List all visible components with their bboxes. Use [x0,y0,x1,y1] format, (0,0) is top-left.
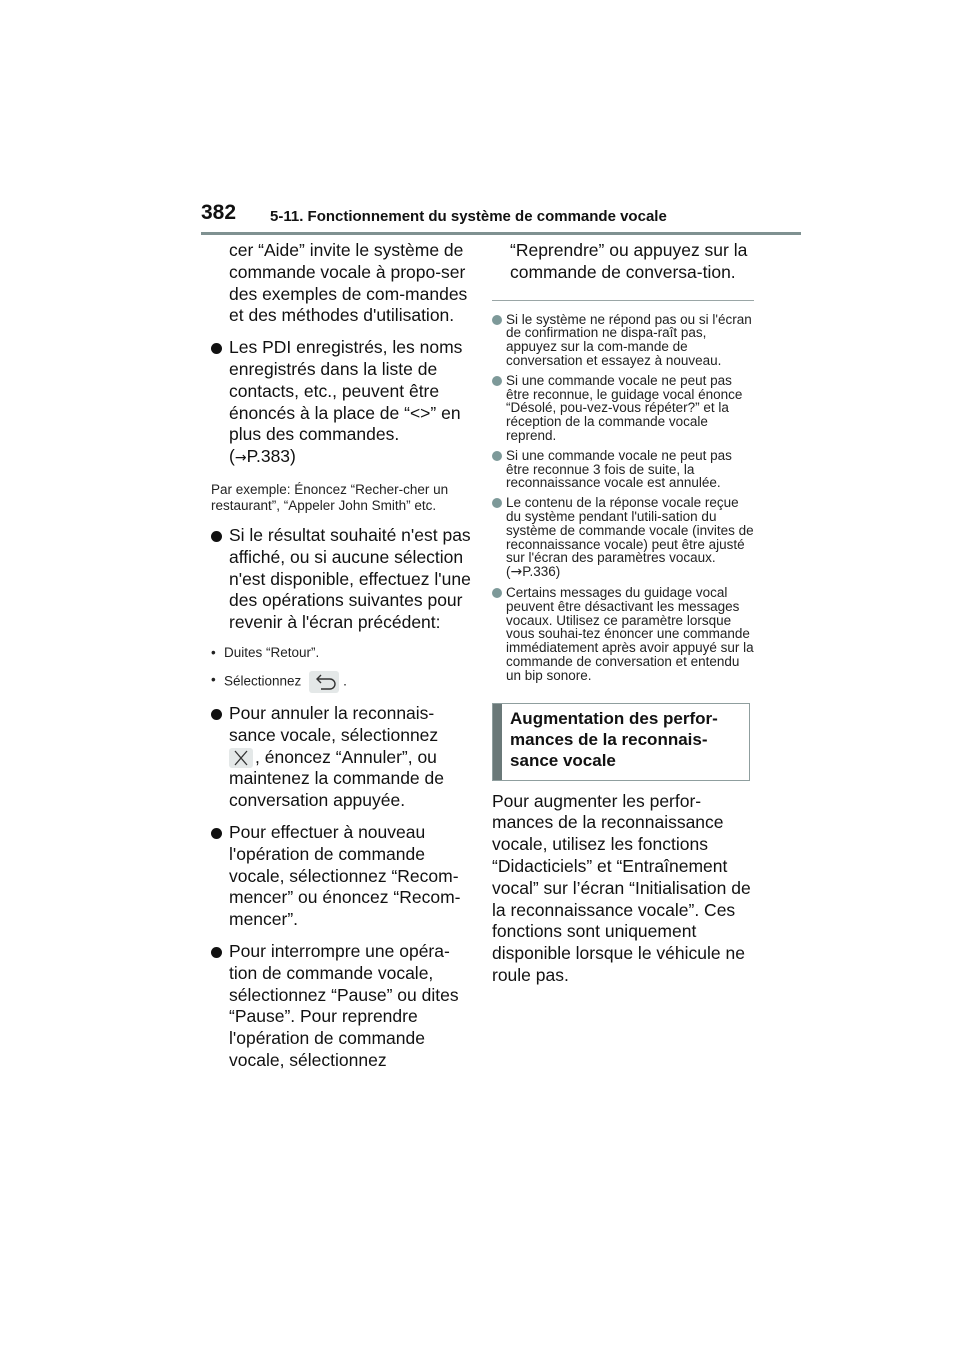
sub-item-select-back [211,671,471,693]
page-reference[interactable]: P.383) [246,446,296,467]
note-text: Si une commande vocale ne peut pas être reconnue, le guidage vocal énonce “Désolé, pou-vez-vous répéter?” et la réception de la commande vocale reprend. [506,372,743,443]
right-column [492,240,754,987]
section-header-title: 5-11. Fonctionnement du système de commande vocale [270,208,667,225]
intro-paragraph: cer “Aide” invite le système de commande vocale à propo-ser des exemples de com-mandes et des méthodes d'utilisation. [229,240,468,326]
note-item [492,586,754,683]
bullet-cancel-continued: , énoncez “Annuler”, ou maintenez la commande de conversation appuyée. [229,746,444,811]
note-bullet-icon [492,315,502,325]
section-heading: Augmentation des perfor-mances de la reconnais-sance vocale [510,708,718,770]
page-reference[interactable]: P.336) [522,564,561,580]
sub-item-say-return [211,644,471,661]
sub-item-text: Duites “Retour”. [224,644,320,660]
note-item [492,313,754,368]
arrow-right-icon: → [234,450,247,467]
note-text: Si le système ne répond pas ou si l'écran de confirmation ne dispa-raît pas, appuyez sur la com-mande de conversation et essayez à nouveau. [506,311,752,368]
bullet-dot-icon [211,531,222,542]
note-item [492,374,754,443]
section-heading-box [492,703,750,781]
bullet-poi-text: Les PDI enregistrés, les noms enregistrés dans la liste de contacts, etc., peuvent être énoncés à la place de “<>” en plus des commandes. [229,337,463,445]
continued-paragraph: “Reprendre” ou appuyez sur la commande de conversa-tion. [510,240,748,282]
bullet-poi-names: Les PDI enregistrés, les noms enregistrés dans la liste de contacts, etc., peuvent être énoncés à la place de “<>” en plus des commandes. (→P.383) [211,337,471,470]
bullet-pause-text: Pour interrompre une opéra-tion de commande vocale, sélectionnez “Pause” ou dites “Pause”. Pour reprendre l'opération de commande vocale, sélectionnez [229,940,459,1070]
note-bullet-icon [492,376,502,386]
sub-bullet-icon: • [211,671,216,687]
section-paragraph: Pour augmenter les perfor-mances de la reconnaissance vocale, utilisez les fonctions “Didacticiels” et “Entraînement vocal” sur l’écran “Initialisation de la reconnaissance vocale”. Ces fonctions sont uniquement disponible lorsque le véhicule ne roule pas. [492,790,751,985]
back-arrow-icon[interactable] [309,671,339,693]
bullet-return-previous [211,525,471,634]
notes-list [492,300,754,683]
header-divider [201,232,801,235]
example-note: Par exemple: Énoncez “Recher-cher un restaurant”, “Appeler John Smith” etc. [211,481,449,514]
note-item [492,449,754,490]
left-column [211,240,471,1072]
bullet-restart [211,822,471,931]
note-text: Certains messages du guidage vocal peuvent être désactivant les messages vocaux. Utilisez ce paramètre lorsque vous souhai-tez énoncer une commande immédiatement après avoir appuyé sur la commande de conversation et entendu un bip sonore. [506,584,754,683]
note-item [492,496,754,580]
bullet-dot-icon [211,343,222,354]
bullet-dot-icon [211,947,222,958]
bullet-cancel-text: Pour annuler la reconnais-sance vocale, sélectionnez [229,702,439,745]
bullet-cancel [211,703,471,812]
note-text: Si une commande vocale ne peut pas être reconnue 3 fois de suite, la reconnaissance vocale est annulée. [506,447,732,491]
sub-bullet-icon: • [211,644,216,660]
note-bullet-icon [492,451,502,461]
bullet-return-text: Si le résultat souhaité n'est pas affiché, ou si aucune sélection n'est disponible, effectuez l'une des opérations suivantes pour revenir à l'écran précédent: [229,524,471,633]
arrow-right-icon: → [510,564,523,581]
note-text: Le contenu de la réponse vocale reçue du système pendant l'utili-sation du système de commande vocale (invites de reconnaissance vocale) peut être ajusté sur l'écran des paramètres vocaux. ( [506,495,754,580]
sub-item-suffix: . [343,673,347,689]
page-number: 382 [201,201,237,224]
close-icon[interactable] [229,748,253,768]
note-bullet-icon [492,498,502,508]
bullet-restart-text: Pour effectuer à nouveau l'opération de commande vocale, sélectionnez “Recom-mencer” ou énoncez “Recom-mencer”. [229,821,461,930]
bullet-dot-icon [211,709,222,720]
bullet-pause [211,941,471,1072]
sub-item-text: Sélectionnez [224,673,302,689]
note-bullet-icon [492,588,502,598]
section-heading-bar [493,704,502,780]
bullet-dot-icon [211,828,222,839]
